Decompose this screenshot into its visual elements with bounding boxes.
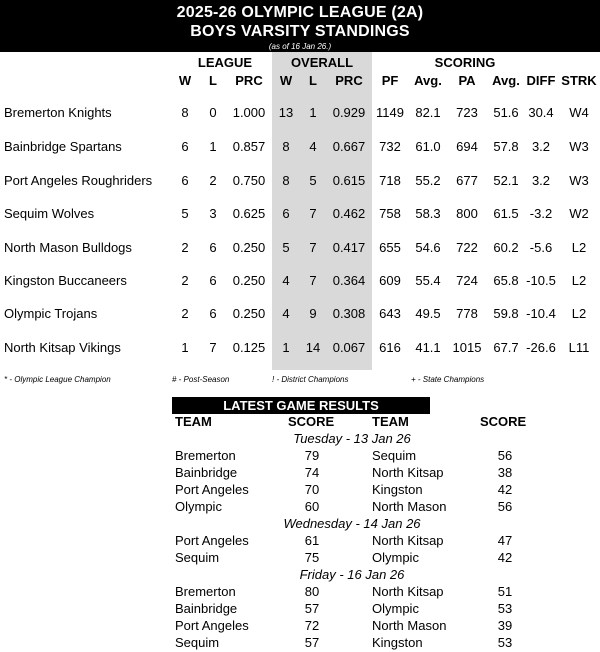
game-score-1: 57 <box>304 601 320 616</box>
results-day-label: Tuesday - 13 Jan 26 <box>293 431 411 446</box>
standings-team-name: Sequim Wolves <box>4 206 95 221</box>
game-score-2: 39 <box>497 618 513 633</box>
standings-cell-ll: 2 <box>209 173 217 188</box>
standings-cell-ow: 6 <box>282 206 290 221</box>
standings-cell-ll: 7 <box>209 340 217 355</box>
game-team-2: North Kitsap <box>372 533 444 548</box>
game-team-1: Port Angeles <box>175 533 249 548</box>
results-header-score-2: SCORE <box>480 414 527 429</box>
standings-cell-oprc: 0.067 <box>332 340 366 355</box>
as-of-date: (as of 16 Jan 26.) <box>268 42 332 51</box>
game-team-2: Kingston <box>372 635 423 650</box>
game-team-1: Port Angeles <box>175 618 249 633</box>
standings-cell-ol: 1 <box>309 105 317 120</box>
standings-cell-avg2: 57.8 <box>493 139 519 154</box>
standings-cell-ow: 5 <box>282 240 290 255</box>
standings-cell-strk: W4 <box>569 105 589 120</box>
standings-cell-lw: 6 <box>181 139 189 154</box>
game-team-1: Olympic <box>175 499 222 514</box>
standings-cell-ow: 8 <box>282 173 290 188</box>
game-team-2: North Kitsap <box>372 465 444 480</box>
standings-cell-ol: 9 <box>309 306 317 321</box>
standings-cell-avg1: 55.4 <box>415 273 441 288</box>
standings-cell-strk: W3 <box>569 173 589 188</box>
standings-cell-lprc: 1.000 <box>232 105 266 120</box>
column-header-pa: PA <box>458 73 476 88</box>
standings-cell-avg2: 61.5 <box>493 206 519 221</box>
scoring-group-header: SCORING <box>434 55 496 70</box>
results-header-team-1: TEAM <box>175 414 212 429</box>
column-header-strk: STRK <box>561 73 597 88</box>
standings-cell-avg1: 61.0 <box>415 139 441 154</box>
latest-results-banner: LATEST GAME RESULTS <box>172 397 430 414</box>
standings-cell-lprc: 0.250 <box>232 240 266 255</box>
standings-cell-oprc: 0.929 <box>332 105 366 120</box>
standings-cell-diff: 3.2 <box>531 139 551 154</box>
standings-cell-pa: 677 <box>456 173 478 188</box>
game-score-1: 61 <box>304 533 320 548</box>
standings-cell-oprc: 0.364 <box>332 273 366 288</box>
standings-cell-oprc: 0.417 <box>332 240 366 255</box>
game-team-1: Bremerton <box>175 448 236 463</box>
standings-cell-lw: 1 <box>181 340 189 355</box>
standings-cell-avg1: 58.3 <box>415 206 441 221</box>
standings-cell-ll: 6 <box>209 240 217 255</box>
standings-cell-pf: 758 <box>379 206 401 221</box>
game-team-2: North Mason <box>372 618 447 633</box>
standings-cell-ll: 6 <box>209 273 217 288</box>
standings-cell-diff: -5.6 <box>529 240 553 255</box>
game-team-2: Kingston <box>372 482 423 497</box>
standings-cell-oprc: 0.615 <box>332 173 366 188</box>
standings-cell-lw: 2 <box>181 240 189 255</box>
standings-cell-avg1: 41.1 <box>415 340 441 355</box>
standings-team-name: North Kitsap Vikings <box>4 340 121 355</box>
legend-district: ! - District Champions <box>272 375 349 384</box>
column-header-avg1: Avg. <box>414 73 442 88</box>
game-score-2: 56 <box>497 499 513 514</box>
standings-cell-pa: 800 <box>456 206 478 221</box>
results-day-label: Friday - 16 Jan 26 <box>299 567 405 582</box>
standings-cell-ow: 13 <box>278 105 294 120</box>
game-score-2: 53 <box>497 601 513 616</box>
game-score-2: 42 <box>497 550 513 565</box>
standings-cell-diff: -26.6 <box>526 340 556 355</box>
standings-cell-pf: 655 <box>379 240 401 255</box>
standings-cell-ll: 3 <box>209 206 217 221</box>
standings-cell-lprc: 0.250 <box>232 306 266 321</box>
standings-cell-ol: 14 <box>305 340 321 355</box>
column-header-ol: L <box>309 73 317 88</box>
standings-cell-strk: L11 <box>568 340 590 355</box>
standings-cell-avg2: 67.7 <box>493 340 519 355</box>
standings-team-name: North Mason Bulldogs <box>4 240 132 255</box>
standings-team-name: Kingston Buccaneers <box>4 273 127 288</box>
standings-team-name: Port Angeles Roughriders <box>4 173 153 188</box>
game-score-1: 57 <box>304 635 320 650</box>
legend-champion: * - Olympic League Champion <box>4 375 111 384</box>
title-line-1: 2025-26 OLYMPIC LEAGUE (2A) <box>176 4 424 21</box>
game-score-2: 42 <box>497 482 513 497</box>
standings-cell-lw: 6 <box>181 173 189 188</box>
standings-cell-ow: 4 <box>282 273 290 288</box>
standings-cell-strk: W2 <box>569 206 589 221</box>
standings-cell-lw: 2 <box>181 273 189 288</box>
column-header-oprc: PRC <box>335 73 363 88</box>
standings-cell-avg1: 82.1 <box>415 105 441 120</box>
standings-cell-ow: 8 <box>282 139 290 154</box>
standings-cell-strk: L2 <box>571 240 587 255</box>
standings-cell-lprc: 0.125 <box>232 340 266 355</box>
standings-team-name: Olympic Trojans <box>4 306 98 321</box>
column-header-ow: W <box>279 73 293 88</box>
standings-cell-pf: 732 <box>379 139 401 154</box>
standings-cell-avg2: 51.6 <box>493 105 519 120</box>
results-day-label: Wednesday - 14 Jan 26 <box>283 516 421 531</box>
standings-cell-ol: 7 <box>309 273 317 288</box>
standings-cell-ow: 1 <box>282 340 290 355</box>
standings-cell-strk: L2 <box>571 273 587 288</box>
standings-cell-avg1: 55.2 <box>415 173 441 188</box>
standings-cell-strk: L2 <box>571 306 587 321</box>
standings-cell-pf: 643 <box>379 306 401 321</box>
standings-team-name: Bainbridge Spartans <box>4 139 122 154</box>
standings-cell-ll: 1 <box>209 139 217 154</box>
column-header-pf: PF <box>381 73 399 88</box>
standings-cell-avg2: 60.2 <box>493 240 519 255</box>
game-score-2: 47 <box>497 533 513 548</box>
column-header-lprc: PRC <box>235 73 263 88</box>
standings-cell-lw: 5 <box>181 206 189 221</box>
league-group-header: LEAGUE <box>197 55 253 70</box>
standings-cell-lw: 2 <box>181 306 189 321</box>
legend-state: + - State Champions <box>411 375 485 384</box>
game-score-1: 72 <box>304 618 320 633</box>
standings-cell-ol: 5 <box>309 173 317 188</box>
game-team-2: North Mason <box>372 499 447 514</box>
game-team-2: Olympic <box>372 550 419 565</box>
game-team-2: Olympic <box>372 601 419 616</box>
column-header-avg2: Avg. <box>492 73 520 88</box>
game-score-1: 80 <box>304 584 320 599</box>
standings-cell-oprc: 0.667 <box>332 139 366 154</box>
game-score-2: 53 <box>497 635 513 650</box>
standings-cell-avg2: 65.8 <box>493 273 519 288</box>
standings-cell-lprc: 0.857 <box>232 139 266 154</box>
title-banner <box>0 0 600 52</box>
standings-cell-avg1: 54.6 <box>415 240 441 255</box>
standings-cell-strk: W3 <box>569 139 589 154</box>
overall-group-header: OVERALL <box>290 55 354 70</box>
game-score-2: 38 <box>497 465 513 480</box>
standings-cell-avg2: 52.1 <box>493 173 519 188</box>
standings-cell-oprc: 0.308 <box>332 306 366 321</box>
standings-cell-lw: 8 <box>181 105 189 120</box>
legend-postseason: # - Post-Season <box>172 375 230 384</box>
standings-cell-pf: 609 <box>379 273 401 288</box>
standings-cell-pa: 723 <box>456 105 478 120</box>
game-team-1: Bainbridge <box>175 601 238 616</box>
standings-cell-ll: 6 <box>209 306 217 321</box>
standings-cell-ow: 4 <box>282 306 290 321</box>
results-header-team-2: TEAM <box>372 414 409 429</box>
standings-cell-pa: 778 <box>456 306 478 321</box>
title-line-2: BOYS VARSITY STANDINGS <box>190 23 410 40</box>
standings-cell-lprc: 0.750 <box>232 173 266 188</box>
game-team-1: Sequim <box>175 635 220 650</box>
game-team-1: Bremerton <box>175 584 236 599</box>
standings-cell-pa: 694 <box>456 139 478 154</box>
standings-cell-lprc: 0.250 <box>232 273 266 288</box>
standings-cell-pa: 1015 <box>452 340 482 355</box>
standings-cell-pf: 718 <box>379 173 401 188</box>
standings-cell-diff: 30.4 <box>528 105 554 120</box>
game-team-1: Sequim <box>175 550 220 565</box>
game-score-1: 60 <box>304 499 320 514</box>
standings-cell-diff: 3.2 <box>531 173 551 188</box>
game-team-1: Bainbridge <box>175 465 238 480</box>
standings-cell-pa: 722 <box>456 240 478 255</box>
standings-cell-avg2: 59.8 <box>493 306 519 321</box>
standings-team-name: Bremerton Knights <box>4 105 112 120</box>
game-score-1: 74 <box>304 465 320 480</box>
standings-cell-pa: 724 <box>456 273 478 288</box>
standings-cell-oprc: 0.462 <box>332 206 366 221</box>
standings-cell-ol: 7 <box>309 240 317 255</box>
game-team-2: North Kitsap <box>372 584 444 599</box>
standings-cell-diff: -10.4 <box>526 306 556 321</box>
game-score-1: 75 <box>304 550 320 565</box>
standings-cell-pf: 1149 <box>376 105 404 120</box>
column-header-lw: W <box>178 73 192 88</box>
standings-cell-ol: 4 <box>309 139 317 154</box>
standings-cell-diff: -10.5 <box>526 273 556 288</box>
results-header-score-1: SCORE <box>288 414 335 429</box>
standings-cell-lprc: 0.625 <box>232 206 266 221</box>
standings-cell-diff: -3.2 <box>529 206 553 221</box>
column-header-diff: DIFF <box>526 73 556 88</box>
standings-cell-avg1: 49.5 <box>415 306 441 321</box>
standings-cell-ll: 0 <box>209 105 217 120</box>
game-team-1: Port Angeles <box>175 482 249 497</box>
game-score-2: 56 <box>497 448 513 463</box>
column-header-ll: L <box>209 73 217 88</box>
standings-cell-ol: 7 <box>309 206 317 221</box>
game-score-1: 79 <box>304 448 320 463</box>
game-score-2: 51 <box>497 584 513 599</box>
standings-cell-pf: 616 <box>379 340 401 355</box>
game-score-1: 70 <box>304 482 320 497</box>
game-team-2: Sequim <box>372 448 417 463</box>
